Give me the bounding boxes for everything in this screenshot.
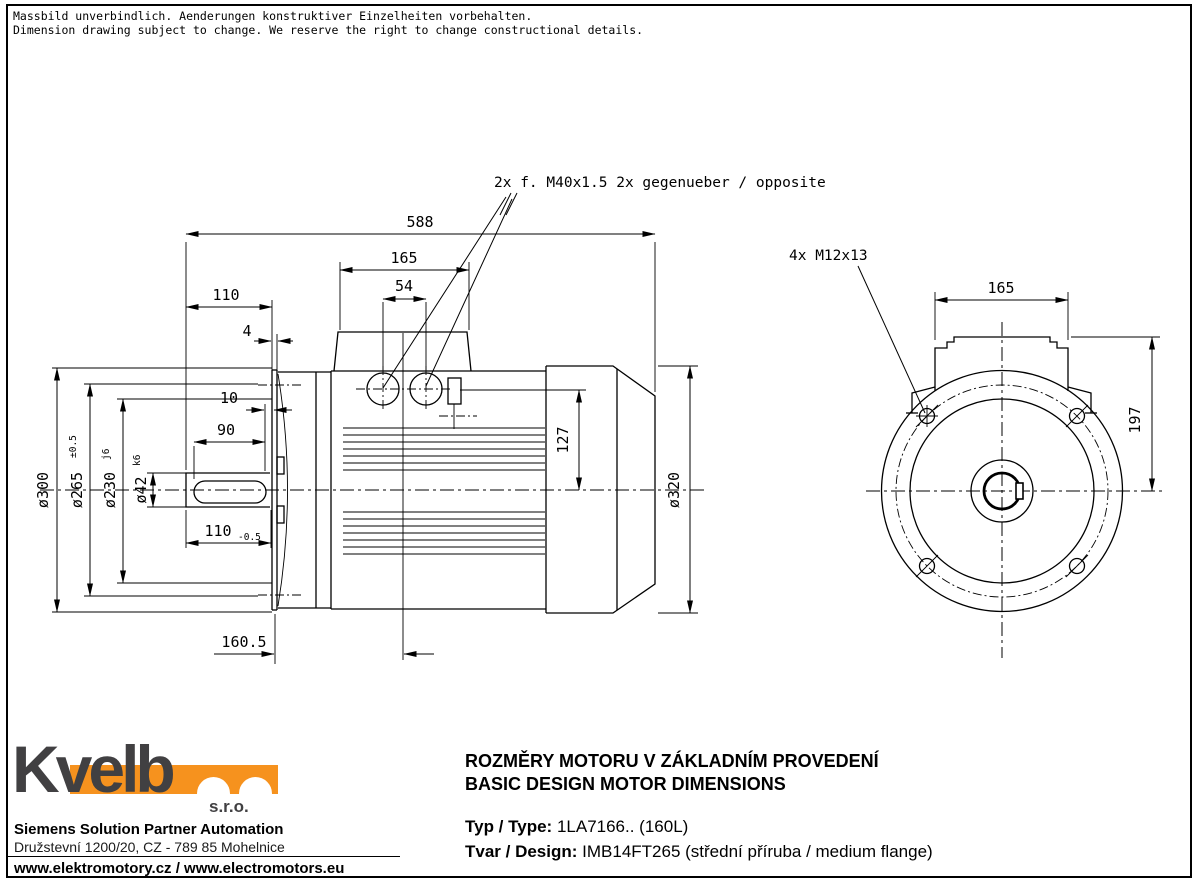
drawing-title-cz: ROZMĚRY MOTORU V ZÁKLADNÍM PROVEDENÍ bbox=[465, 751, 879, 771]
kvelb-logo bbox=[12, 732, 292, 822]
leader-bolt bbox=[858, 266, 925, 413]
dim-110-bottom bbox=[186, 510, 271, 548]
dim-110-bottom-label: 110 bbox=[204, 522, 232, 540]
dim-160-5-label: 160.5 bbox=[221, 633, 267, 651]
motor-body bbox=[331, 333, 546, 660]
callout-glands-label: 2x f. M40x1.5 2x gegenueber / opposite bbox=[494, 175, 826, 191]
dim-110-top bbox=[186, 286, 272, 370]
footer-address-line: Družstevní 1200/20, CZ - 789 85 Mohelnice bbox=[14, 839, 285, 855]
dim-127-label: 127 bbox=[554, 426, 572, 454]
logo-suffix: s.r.o. bbox=[209, 797, 249, 816]
disclaimer-line-en: Dimension drawing subject to change. We reserve the right to change constructional details. bbox=[13, 23, 644, 37]
design-row bbox=[465, 842, 933, 862]
callout-bolts-label: 4x M12x13 bbox=[789, 248, 868, 264]
dim-165-front-label: 165 bbox=[987, 279, 1015, 297]
design-label: Tvar / Design: bbox=[465, 842, 578, 861]
dim-197-label: 197 bbox=[1126, 406, 1144, 434]
dim-54-label: 54 bbox=[394, 277, 414, 295]
dim-dia-230-label: ø230 bbox=[101, 471, 119, 509]
dim-dia-320-label: ø320 bbox=[665, 471, 683, 509]
dim-90 bbox=[194, 421, 265, 479]
dim-110-bottom-tol: -0.5 bbox=[238, 532, 261, 543]
disclaimer-line-de: Massbild unverbindlich. Aenderungen konstruktiver Einzelheiten vorbehalten. bbox=[13, 9, 533, 23]
drawing-title-en: BASIC DESIGN MOTOR DIMENSIONS bbox=[465, 774, 786, 794]
side-view bbox=[34, 175, 826, 664]
dim-90-label: 90 bbox=[216, 421, 236, 439]
vent-fitting bbox=[448, 378, 461, 404]
logo-word: Kvelb bbox=[12, 732, 172, 806]
type-row bbox=[465, 817, 688, 837]
dim-127 bbox=[460, 390, 586, 490]
dim-160-5 bbox=[214, 614, 434, 664]
type-value: 1LA7166.. (160L) bbox=[552, 817, 689, 836]
dim-10-label: 10 bbox=[219, 389, 239, 407]
dim-dia-42-tol: k6 bbox=[132, 454, 143, 466]
dim-165-side-label: 165 bbox=[390, 249, 418, 267]
dim-dia-42-label: ø42 bbox=[132, 476, 150, 504]
footer-websites[interactable]: www.elektromotory.cz / www.electromotors.eu bbox=[14, 860, 345, 877]
dim-dia-300-label: ø300 bbox=[34, 471, 52, 509]
dim-110-top-label: 110 bbox=[212, 286, 240, 304]
shaft-keyway-notch bbox=[1016, 483, 1023, 499]
dim-dia-265-label: ø265 bbox=[68, 471, 86, 509]
dim-dia-265-tol: ±0.5 bbox=[68, 435, 79, 458]
leader-gland-right bbox=[426, 199, 512, 386]
dim-4 bbox=[242, 322, 293, 370]
callout-bolts bbox=[789, 248, 925, 413]
design-value: IMB14FT265 (střední příruba / medium flange) bbox=[577, 842, 933, 861]
footer-partner-line: Siemens Solution Partner Automation bbox=[14, 821, 284, 838]
type-label: Typ / Type: bbox=[465, 817, 553, 836]
dim-54 bbox=[383, 277, 426, 370]
dim-588-label: 588 bbox=[406, 213, 434, 231]
dim-dia-42 bbox=[132, 454, 186, 507]
callout-glands bbox=[383, 175, 826, 388]
cooling-fins bbox=[343, 428, 545, 554]
front-view bbox=[789, 248, 1164, 658]
dim-4-label: 4 bbox=[242, 322, 252, 340]
shaft-keyway bbox=[194, 481, 266, 503]
terminal-box bbox=[334, 332, 477, 429]
flange-edge-arc bbox=[278, 374, 288, 606]
dim-dia-230-tol: j6 bbox=[101, 448, 112, 460]
footer-separator bbox=[8, 856, 400, 857]
